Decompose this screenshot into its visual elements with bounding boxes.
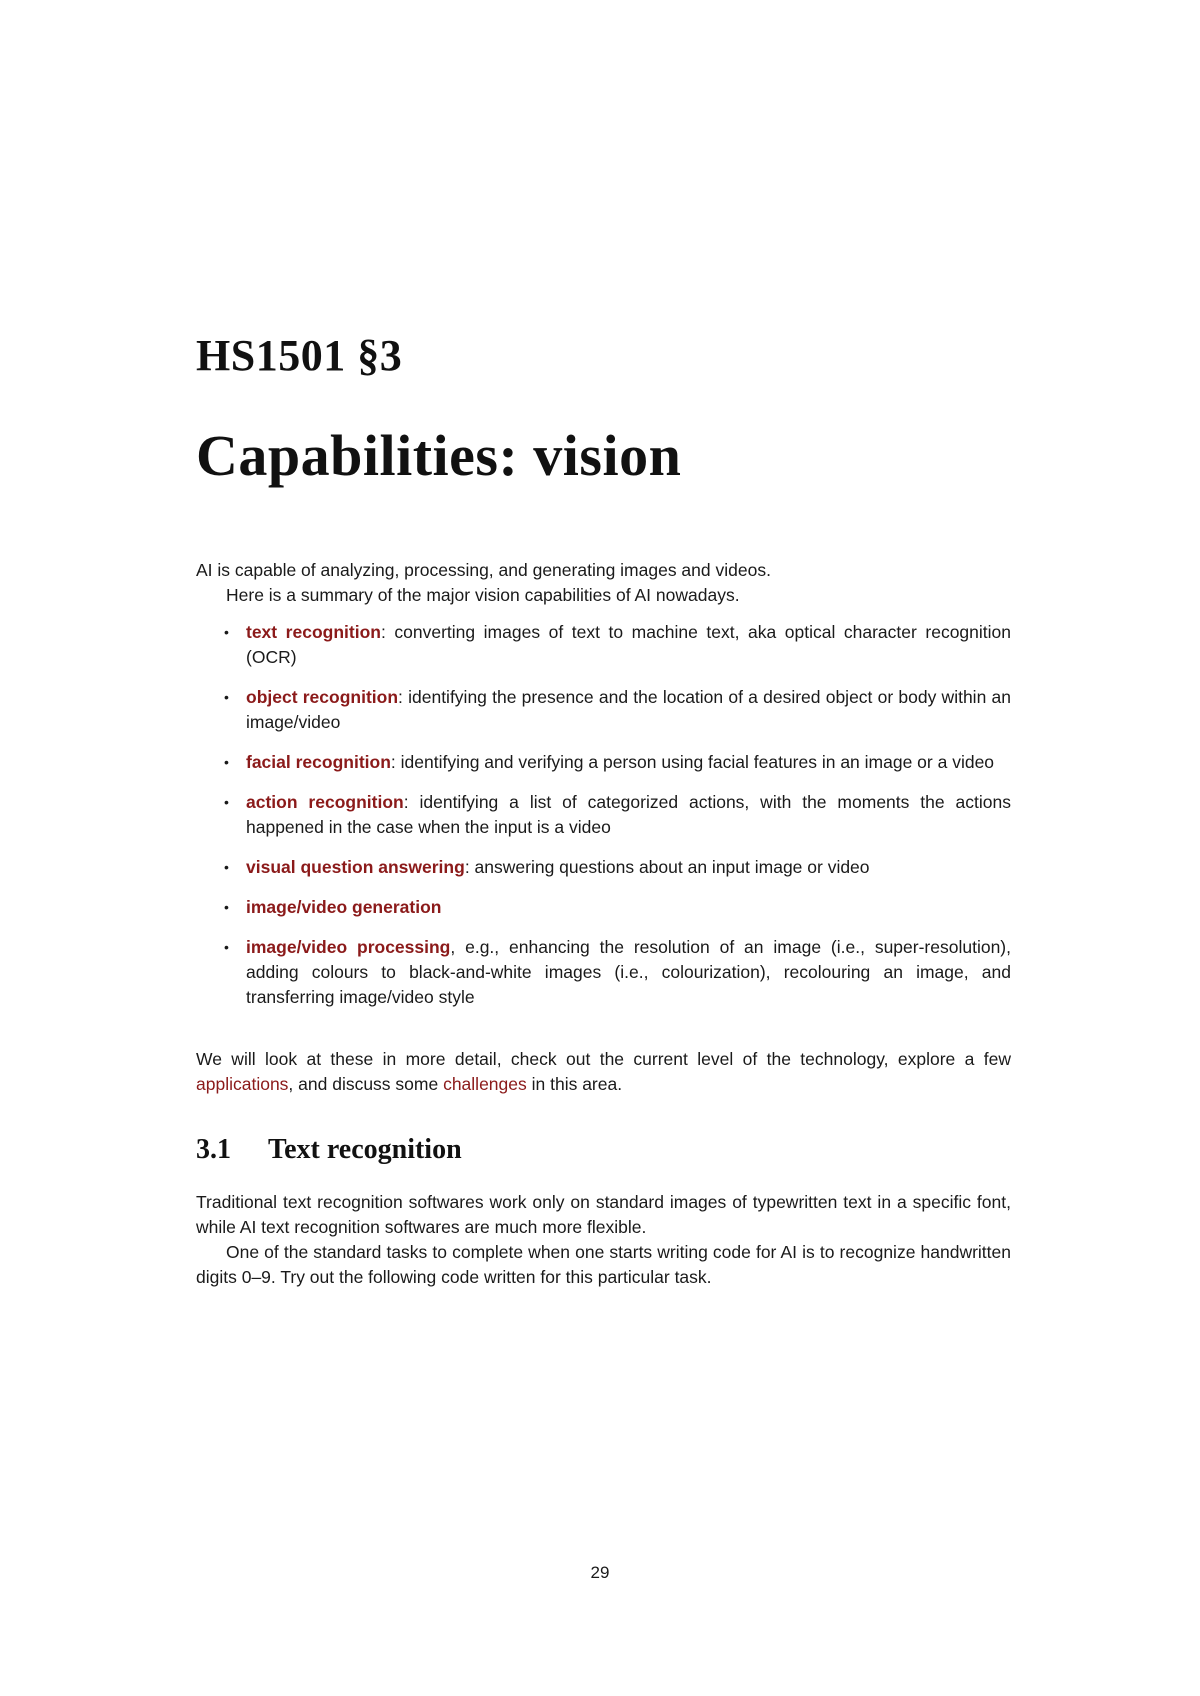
capability-term: facial recognition xyxy=(246,752,391,772)
capability-description: identifying and verifying a person using facial features in an image or a video xyxy=(400,752,995,772)
list-item xyxy=(196,895,1011,920)
applications-link[interactable]: applications xyxy=(196,1074,289,1094)
capability-term: action recognition xyxy=(246,792,404,812)
bullet-icon: • xyxy=(224,624,229,640)
list-item xyxy=(196,620,1011,670)
list-item xyxy=(196,750,1011,775)
capability-separator: : xyxy=(403,792,420,812)
capability-term: image/video generation xyxy=(246,897,442,917)
section-paragraph-2: One of the standard tasks to complete when one starts writing code for AI is to recognize handwritten digits 0–9. Try out the following code written for this particular task. xyxy=(196,1242,1011,1287)
bullet-icon: • xyxy=(224,794,229,810)
bullet-icon: • xyxy=(224,754,229,770)
section-heading xyxy=(196,1134,462,1166)
intro-line-2: Here is a summary of the major vision capabilities of AI nowadays. xyxy=(226,585,740,605)
outro-part-3: in this area. xyxy=(526,1074,623,1094)
chapter-label: HS1501 §3 xyxy=(196,331,403,380)
capability-description: identifying the presence and the location of a desired object or body within an image/video xyxy=(246,687,1011,732)
outro-paragraph xyxy=(196,1047,1011,1097)
capability-description: answering questions about an input image or video xyxy=(474,857,870,877)
list-item xyxy=(196,935,1011,1010)
section-number: 3.1 xyxy=(196,1134,231,1165)
intro-line-1: AI is capable of analyzing, processing, and generating images and videos. xyxy=(196,560,771,580)
capability-separator: : xyxy=(380,622,395,642)
outro-part-1: We will look at these in more detail, check out the current level of the technology, explore a few xyxy=(196,1049,1011,1069)
bullet-icon: • xyxy=(224,689,229,705)
chapter-title: Capabilities: vision xyxy=(196,423,682,488)
capability-separator: : xyxy=(398,687,409,707)
capability-separator: , xyxy=(450,937,466,957)
bullet-icon: • xyxy=(224,859,229,875)
capability-separator: : xyxy=(464,857,475,877)
capability-term: object recognition xyxy=(246,687,399,707)
section-paragraph-1: Traditional text recognition softwares work only on standard images of typewritten text in a specific font, while AI text recognition softwares are much more flexible. xyxy=(196,1192,1011,1237)
capability-description: converting images of text to machine text, aka optical character recognition (OCR) xyxy=(246,622,1011,667)
list-item xyxy=(196,790,1011,840)
list-item xyxy=(196,685,1011,735)
capability-term: visual question answering xyxy=(246,857,465,877)
page-number: 29 xyxy=(590,1563,610,1582)
capability-term: text recognition xyxy=(246,622,381,642)
intro-paragraph xyxy=(196,558,1011,608)
list-item xyxy=(196,855,1011,880)
outro-text xyxy=(196,1047,1011,1097)
capability-term: image/video processing xyxy=(246,937,451,957)
capability-description: e.g., enhancing the resolution of an image (i.e., super-resolution), adding colours to black-and-white images (i.e., colourization), recolouring an image, and transferring image/video style xyxy=(246,937,1011,1007)
section-body xyxy=(196,1190,1011,1290)
outro-part-2: , and discuss some xyxy=(288,1074,444,1094)
section-title: Text recognition xyxy=(268,1134,462,1165)
bullet-icon: • xyxy=(224,899,229,915)
bullet-icon: • xyxy=(224,939,229,955)
capability-description: identifying a list of categorized actions, with the moments the actions happened in the case when the input is a video xyxy=(246,792,1011,837)
capability-separator: : xyxy=(390,752,401,772)
capabilities-list xyxy=(196,620,1011,1025)
challenges-link[interactable]: challenges xyxy=(443,1074,527,1094)
